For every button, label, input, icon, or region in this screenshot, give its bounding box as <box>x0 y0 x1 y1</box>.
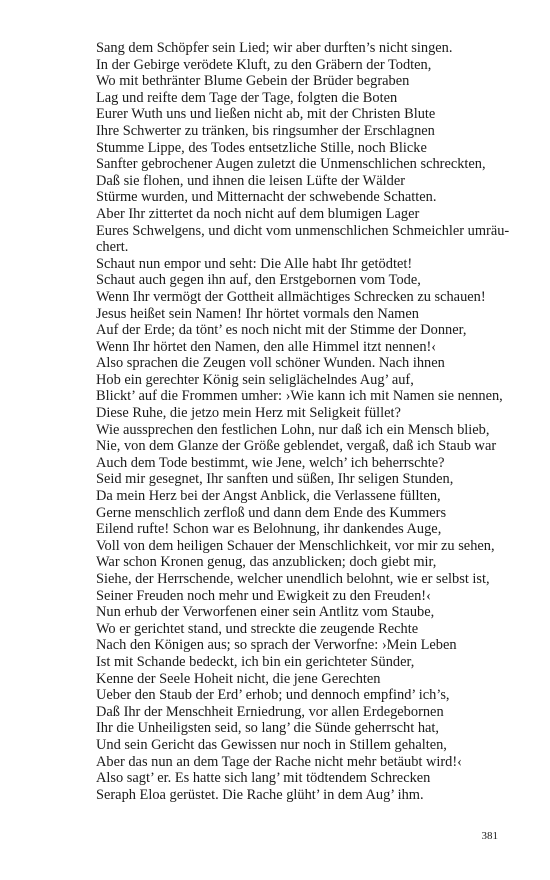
poem-line: Seraph Eloa gerüstet. Die Rache glüht’ in dem Aug’ ihm. <box>96 786 424 803</box>
poem-line: Lag und reifte dem Tage der Tage, folgten die Boten <box>96 89 398 106</box>
poem-line: Wenn Ihr hörtet den Namen, den alle Himmel itzt nennen!‹ <box>96 338 437 355</box>
poem-line: Aber Ihr zittertet da noch nicht auf dem blumigen Lager <box>96 205 420 222</box>
poem-line: Also sprachen die Zeugen voll schöner Wunden. Nach ihnen <box>96 355 445 372</box>
poem-line: Jesus heißet sein Namen! Ihr hörtet vormals den Namen <box>96 305 419 322</box>
poem-line: Nun erhub der Verworfenen einer sein Antlitz vom Staube, <box>96 604 435 621</box>
poem-line: Wo mit bethränter Blume Gebein der Brüder begraben <box>96 73 410 90</box>
poem-line: Voll von dem heiligen Schauer der Menschlichkeit, vor mir zu sehen, <box>96 537 495 554</box>
poem-line: Blickt’ auf die Frommen umher: ›Wie kann ich mit Namen sie nennen, <box>96 388 503 405</box>
poem-line: Hob ein gerechter König sein seliglächelndes Aug’ auf, <box>96 371 414 388</box>
poem-line: Nie, von dem Glanze der Größe geblendet, vergaß, daß ich Staub war <box>96 438 497 455</box>
poem-line: Nach den Königen aus; so sprach der Verworfne: ›Mein Leben <box>96 637 457 654</box>
poem-line: Wo er gerichtet stand, und streckte die zeugende Rechte <box>96 620 419 637</box>
poem-line: Stürme wurden, und Mitternacht der schwebende Schatten. <box>96 189 437 206</box>
poem-line: Ihr die Unheiligsten seid, so lang’ die Sünde geherrscht hat, <box>96 720 440 737</box>
poem-line: Aber das nun an dem Tage der Rache nicht mehr betäubt wird!‹ <box>96 753 462 770</box>
poem-line: In der Gebirge verödete Kluft, zu den Gräbern der Todten, <box>96 56 432 73</box>
poem-line: chert. <box>96 239 129 256</box>
poem-line: Auch dem Tode bestimmt, wie Jene, welch’ ich beherrschte? <box>96 454 445 471</box>
poem-line: Auf der Erde; da tönt’ es noch nicht mit der Stimme der Donner, <box>96 322 467 339</box>
poem-line: Schaut nun empor und seht: Die Alle habt Ihr getödtet! <box>96 255 413 272</box>
poem-line: War schon Kronen genug, das anzublicken; doch giebt mir, <box>96 554 437 571</box>
poem-line: Diese Ruhe, die jetzo mein Herz mit Seligkeit füllet? <box>96 405 401 422</box>
poem-line: Sanfter gebrochener Augen zuletzt die Unmenschlichen schreckten, <box>96 156 486 173</box>
poem-line: Eilend rufte! Schon war es Belohnung, ihr dankendes Auge, <box>96 521 442 538</box>
poem-line: Gerne menschlich zerfloß und dann dem Ende des Kummers <box>96 504 447 521</box>
poem-line: Ist mit Schande bedeckt, ich bin ein gerichteter Sünder, <box>96 653 415 670</box>
poem-line: Seiner Freuden noch mehr und Ewigkeit zu den Freuden!‹ <box>96 587 431 604</box>
page-number: 381 <box>481 830 498 842</box>
poem-line: Kenne der Seele Hoheit nicht, die jene Gerechten <box>96 670 381 687</box>
poem-line: Also sagt’ er. Es hatte sich lang’ mit tödtendem Schrecken <box>96 770 431 787</box>
poem-line: Siehe, der Herrschende, welcher unendlich belohnt, wie er selbst ist, <box>96 571 490 587</box>
poem-line: Wenn Ihr vermögt der Gottheit allmächtiges Schrecken zu schauen! <box>96 288 486 305</box>
poem-line: Da mein Herz bei der Angst Anblick, die Verlassene füllten, <box>96 488 441 505</box>
poem-line: Eures Schwelgens, und dicht vom unmenschlichen Schmeichler umräu- <box>96 222 510 239</box>
poem-line: Ueber den Staub der Erd’ erhob; und dennoch empfind’ ich’s, <box>96 687 450 704</box>
poem-text-block <box>96 40 536 803</box>
poem-line: Schaut auch gegen ihn auf, den Erstgebornen vom Tode, <box>96 272 421 289</box>
poem-line: Eurer Wuth uns und ließen nicht ab, mit der Christen Blute <box>96 106 436 123</box>
poem-line: Daß sie flohen, und ihnen die leisen Lüfte der Wälder <box>96 172 406 189</box>
poem-line: Und sein Gericht das Gewissen nur noch in Stillem gehalten, <box>96 736 447 753</box>
poem-line: Stumme Lippe, des Todes entsetzliche Stille, noch Blicke <box>96 139 427 156</box>
poem-line: Sang dem Schöpfer sein Lied; wir aber durften’s nicht singen. <box>96 40 453 56</box>
poem-line: Daß Ihr der Menschheit Erniedrung, vor allen Erdegebornen <box>96 703 444 720</box>
poem-line: Wie aussprechen den festlichen Lohn, nur daß ich ein Mensch blieb, <box>96 421 490 438</box>
poem-line: Ihre Schwerter zu tränken, bis ringsumher der Erschlagnen <box>96 122 435 139</box>
poem-line: Seid mir gesegnet, Ihr sanften und süßen, Ihr seligen Stunden, <box>96 471 454 488</box>
